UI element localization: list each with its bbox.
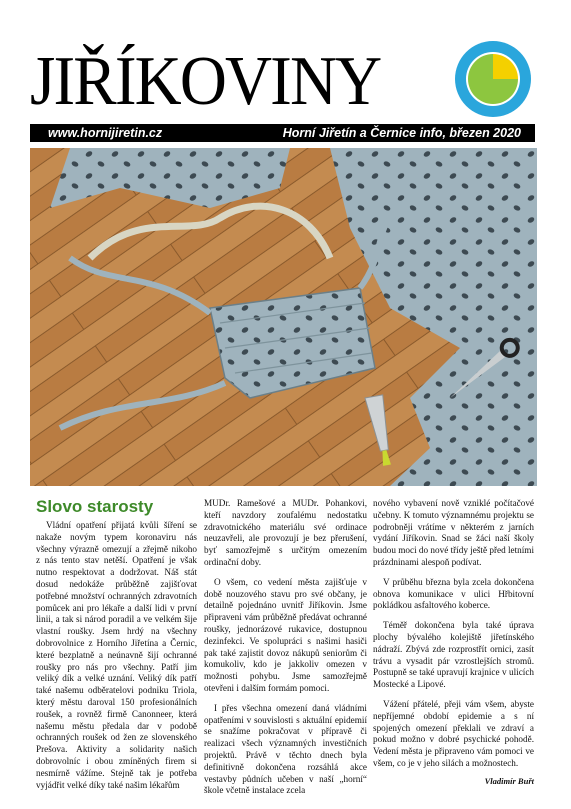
masthead xyxy=(30,38,450,126)
masthead-bar xyxy=(30,124,535,142)
paragraph: Vládní opatření přijatá kvůli šíření se nakaže novým typem koronaviru nás všechny výrazně omezují a zřejmě nikoho z nás tento stav netěší. Opatření je však nutno respektovat a dodržovat. Náš stát dosud nedokáže průběžně zajišťovat potřebné množství ochranných zdravotních pomůcek ani pro lékaře a další lidi v první linii, a tak si národ poradil a ve velkém šije vlastní roušky. Jsem hrdý na všechny dobrovolnice z Horního Jiřetína a Černic, které bezplatně a neúnavně šijí ochranné roušky pro nás pro všechny. Patří jim veliký dík a velké uznání. Veliký dík patří také našemu odběratelovi podniku Triola, který městu daroval 150 profesionálních roušek, a rovněž firmě Canonneer, která našemu městu předala dar v podobě ochranných roušek od žen ze slovenského Prešova. Aktivity a solidarity našich dobrovolníc i obou zmíněných firem si nesmírně vážíme. Stejně tak je potřeba vyjádřit velké díky také našim lékařům xyxy=(36,520,197,790)
article-title: Slovo starosty xyxy=(36,497,154,516)
website-link[interactable]: www.hornijiretin.cz xyxy=(48,126,163,140)
paragraph: Téměř dokončena byla také úprava plochy bývalého kolejiště jiřetínského nádraží. Zbývá zde rozprostřít ornici, zasít trávu a vysadit pár vzrostlejších stromů. Postupně se také upravují krajnice v ulicích Mostecké a Lipové. xyxy=(373,620,534,690)
article-column-3 xyxy=(373,498,534,788)
article-column-1 xyxy=(36,498,197,791)
paragraph: MUDr. Ramešové a MUDr. Pohankovi, kteří navzdory zoufalému nedostatku zdravotnického materiálu své ordinace neuzavřeli, ale provozují je bez přerušení, byť samozřejmě s určitým omezením ordinační doby. xyxy=(204,498,367,567)
article-column-2 xyxy=(204,498,367,797)
paragraph: Vážení přátelé, přeji vám všem, abyste nepříjemné období epidemie a s ní spojených omezení překlali ve zdraví a pokud možno v dobré psychické pohodě. Vedení města je připraveno vám pomoci ve všem, co je v jeho silách a možnostech. xyxy=(373,698,534,768)
paragraph: O všem, co vedení města zajišťuje v době nouzového stavu pro své občany, je detailně pojednáno uvnitř Jiříkovin. Jsme připraveni vám průběžně předávat ochranné roušky, jednorázové rukavice, dostupnou dezinfekci. Ve spolupráci s našimi hasiči pak také zajistit dovoz nákupů seniorům či komukoliv, kdo je jakkoliv omezen v možnosti pohybu. Jsme samozřejmě otevřeni i dalším formám pomoci. xyxy=(204,576,367,693)
jirikoviny-logo-icon xyxy=(454,40,532,118)
issue-info: Horní Jiřetín a Černice info, březen 2020 xyxy=(282,126,521,140)
paragraph: nového vybavení nově vzniklé počítačové učebny. K tomuto významnému projektu se podrobněji vrátíme v některém z jarních vydání Jiříkovin. Snad se žáci naší školy budou moci do nové třídy ještě před letními prázdninami alespoň podívat. xyxy=(373,498,535,567)
masthead-title: JIŘÍKOVINY xyxy=(30,43,381,120)
author-signature: Vladimír Buřt xyxy=(484,775,534,786)
paragraph: V průběhu března byla zcela dokončena obnova komunikace v ulici Hřbitovní pokládkou asfaltového koberce. xyxy=(373,576,534,611)
cover-photo xyxy=(30,148,537,486)
fabric-masks-photo xyxy=(30,148,537,486)
paragraph: I přes všechna omezení daná vládními opatřeními v souvislosti s aktuální epidemií se snažíme pokračovat v přípravě či realizaci všech významných investičních projektů. Právě v těchto dnech byla definitivně dokončena rozsáhlá akce vestavby půdních učeben v naší „horní“ škole včetně instalace zcela xyxy=(204,702,367,796)
